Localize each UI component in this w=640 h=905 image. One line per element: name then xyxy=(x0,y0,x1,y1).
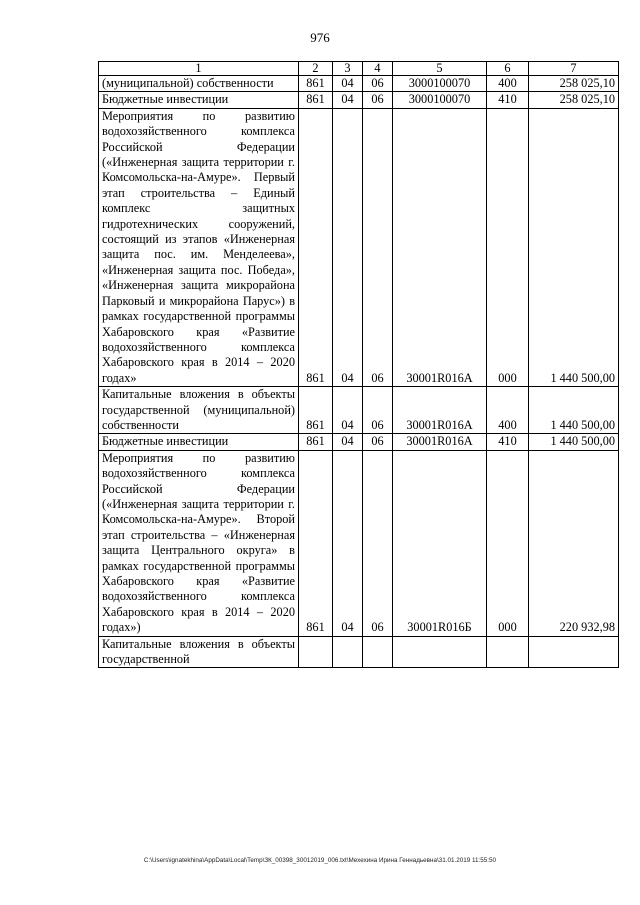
column-header: 5 xyxy=(393,62,487,76)
row-section: 04 xyxy=(333,76,363,92)
row-name: (муниципальной) собственности xyxy=(99,76,299,92)
table-row xyxy=(99,636,619,668)
column-header: 3 xyxy=(333,62,363,76)
table-row xyxy=(99,92,619,108)
row-code: 861 xyxy=(299,92,333,108)
row-name: Бюджетные инвестиции xyxy=(99,92,299,108)
row-expense-type: 410 xyxy=(487,92,529,108)
row-code: 861 xyxy=(299,450,333,636)
page-number: 976 xyxy=(310,30,330,45)
row-target-item: 30001R016А xyxy=(393,434,487,450)
row-subsection xyxy=(363,636,393,668)
row-name: Мероприятия по развитию водохозяйственного комплекса Российской Федерации («Инженерная защита территории г. Комсомольска-на-Амуре». Второй этап строительства – «Инженерная защита Центрального округа» в рамках государственной программы Хабаровского края «Развитие водохозяйственного комплекса Хабаровского края в 2014 – 2020 годах») xyxy=(99,450,299,636)
row-amount xyxy=(529,636,619,668)
table-row xyxy=(99,387,619,434)
row-expense-type: 000 xyxy=(487,450,529,636)
row-name: Мероприятия по развитию водохозяйственного комплекса Российской Федерации («Инженерная защита территории г. Комсомольска-на-Амуре». Первый этап строительства – Единый комплекс защитных гидротехнических сооружений, состоящий из этапов «Инженерная защита пос. им. Менделеева», «Инженерная защита пос. Победа», «Инженерная защита микрорайона Парковый и микрорайона Парус») в рамках государственной программы Хабаровского края «Развитие водохозяйственного комплекса Хабаровского края в 2014 – 2020 годах» xyxy=(99,108,299,386)
row-amount: 1 440 500,00 xyxy=(529,108,619,386)
row-amount: 258 025,10 xyxy=(529,76,619,92)
row-name: Бюджетные инвестиции xyxy=(99,434,299,450)
row-amount: 1 440 500,00 xyxy=(529,434,619,450)
row-amount: 220 932,98 xyxy=(529,450,619,636)
table-row xyxy=(99,108,619,386)
column-header: 7 xyxy=(529,62,619,76)
row-section: 04 xyxy=(333,92,363,108)
table-row xyxy=(99,434,619,450)
row-code: 861 xyxy=(299,434,333,450)
row-expense-type: 400 xyxy=(487,387,529,434)
row-expense-type: 400 xyxy=(487,76,529,92)
row-subsection: 06 xyxy=(363,92,393,108)
row-section: 04 xyxy=(333,450,363,636)
row-code: 861 xyxy=(299,108,333,386)
row-target-item: 3000100070 xyxy=(393,76,487,92)
row-section: 04 xyxy=(333,387,363,434)
row-subsection: 06 xyxy=(363,108,393,386)
row-target-item: 30001R016А xyxy=(393,387,487,434)
row-amount: 1 440 500,00 xyxy=(529,387,619,434)
row-section xyxy=(333,636,363,668)
row-subsection: 06 xyxy=(363,76,393,92)
row-expense-type xyxy=(487,636,529,668)
file-path-footer: C:\Users\ignatekhina\AppData\Local\Temp\ЗК_00398_30012019_006.txt\Мехехина Ирина Геннадьевна\31.01.2019 11:55:50 xyxy=(143,857,497,864)
column-header: 2 xyxy=(299,62,333,76)
row-code xyxy=(299,636,333,668)
row-expense-type: 410 xyxy=(487,434,529,450)
row-code: 861 xyxy=(299,387,333,434)
column-header: 4 xyxy=(363,62,393,76)
row-amount: 258 025,10 xyxy=(529,92,619,108)
row-code: 861 xyxy=(299,76,333,92)
row-section: 04 xyxy=(333,434,363,450)
column-header: 6 xyxy=(487,62,529,76)
row-subsection: 06 xyxy=(363,450,393,636)
row-subsection: 06 xyxy=(363,434,393,450)
budget-table xyxy=(98,61,619,668)
row-expense-type: 000 xyxy=(487,108,529,386)
row-name: Капитальные вложения в объекты государственной (муниципальной) собственности xyxy=(99,387,299,434)
row-subsection: 06 xyxy=(363,387,393,434)
row-target-item: 3000100070 xyxy=(393,92,487,108)
row-section: 04 xyxy=(333,108,363,386)
row-target-item: 30001R016Б xyxy=(393,450,487,636)
table-row xyxy=(99,76,619,92)
table-row xyxy=(99,450,619,636)
row-name: Капитальные вложения в объекты государственной xyxy=(99,636,299,668)
column-header: 1 xyxy=(99,62,299,76)
row-target-item xyxy=(393,636,487,668)
row-target-item: 30001R016А xyxy=(393,108,487,386)
table-header-row xyxy=(99,62,619,76)
